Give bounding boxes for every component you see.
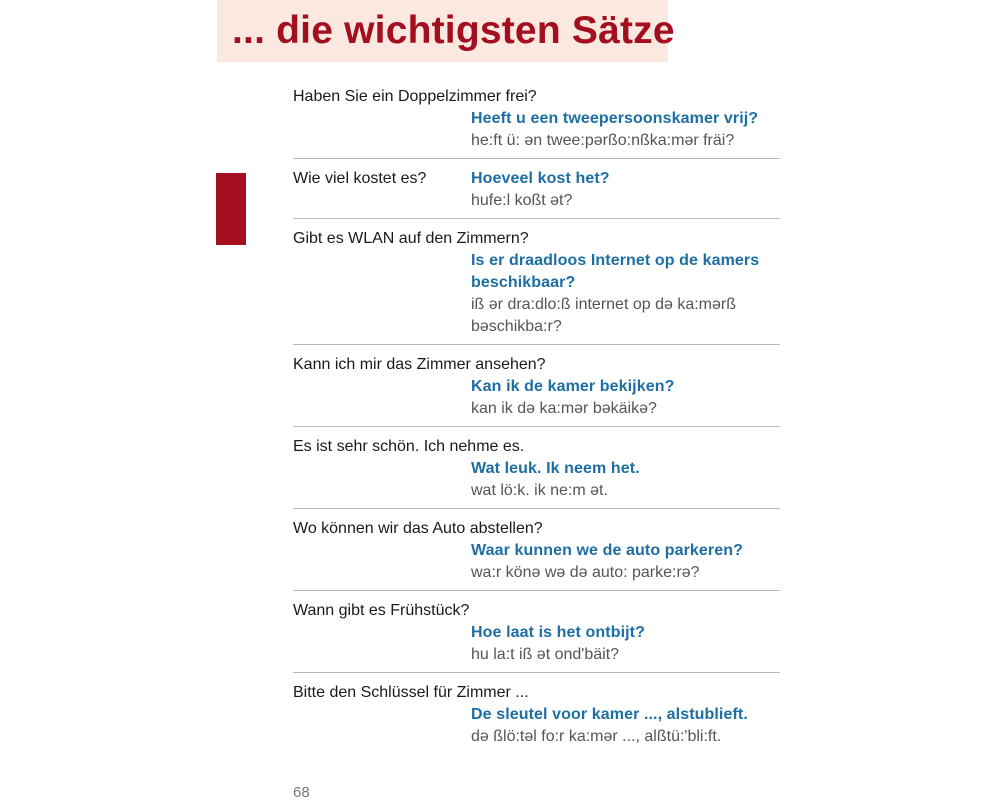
- german-phrase: Es ist sehr schön. Ich nehme es.: [293, 438, 525, 455]
- dutch-phrase: Heeft u een tweepersoonskamer vrij?: [471, 110, 759, 127]
- phrase-entry: [293, 600, 780, 666]
- divider: [293, 344, 780, 345]
- dutch-phrase: Hoe laat is het ontbijt?: [471, 624, 645, 641]
- phrase-entry: [293, 436, 780, 502]
- divider: [293, 218, 780, 219]
- divider: [293, 426, 780, 427]
- german-phrase: Gibt es WLAN auf den Zimmern?: [293, 230, 529, 247]
- phrase-entry: [293, 518, 780, 584]
- phrase-entry: [293, 354, 780, 420]
- phrase-entry: [293, 168, 780, 212]
- pronunciation: iß ər dra:dlo:ß internet op də ka:mərß: [471, 296, 736, 313]
- divider: [293, 672, 780, 673]
- dutch-phrase: Wat leuk. Ik neem het.: [471, 460, 640, 477]
- german-phrase: Kann ich mir das Zimmer ansehen?: [293, 356, 546, 373]
- chapter-marker: [216, 173, 246, 245]
- phrase-entry: [293, 228, 780, 338]
- dutch-phrase-continued: beschikbaar?: [471, 274, 576, 291]
- divider: [293, 590, 780, 591]
- phrase-entry: [293, 86, 780, 152]
- phrase-entry: [293, 682, 780, 748]
- dutch-phrase: Hoeveel kost het?: [471, 170, 610, 187]
- page-number: 68: [293, 784, 310, 801]
- pronunciation: kan ik də ka:mər bəkäikə?: [471, 400, 657, 417]
- dutch-phrase: Kan ik de kamer bekijken?: [471, 378, 675, 395]
- page-title: ... die wichtigsten Sätze: [232, 9, 675, 52]
- pronunciation: hu la:t iß ət ond'bäit?: [471, 646, 620, 663]
- dutch-phrase: De sleutel voor kamer ..., alstublieft.: [471, 706, 748, 723]
- pronunciation-continued: bəschikba:r?: [471, 318, 562, 335]
- divider: [293, 508, 780, 509]
- pronunciation: he:ft ü: ən twee:pərßo:nßka:mər fräi?: [471, 132, 735, 149]
- pronunciation: wat lö:k. ik ne:m ət.: [471, 482, 608, 499]
- phrase-list: [293, 86, 780, 748]
- pronunciation: wa:r könə wə də auto: parke:rə?: [471, 564, 700, 581]
- german-phrase: Wie viel kostet es?: [293, 170, 427, 187]
- german-phrase: Haben Sie ein Doppelzimmer frei?: [293, 88, 537, 105]
- pronunciation: də ßlö:təl fo:r ka:mər ..., alßtü:'bli:ft.: [471, 728, 722, 745]
- dutch-phrase: Is er draadloos Internet op de kamers: [471, 252, 760, 269]
- german-phrase: Bitte den Schlüssel für Zimmer ...: [293, 684, 529, 701]
- german-phrase: Wann gibt es Frühstück?: [293, 602, 470, 619]
- german-phrase: Wo können wir das Auto abstellen?: [293, 520, 543, 537]
- pronunciation: hufe:l koßt ət?: [471, 192, 573, 209]
- dutch-phrase: Waar kunnen we de auto parkeren?: [471, 542, 744, 559]
- divider: [293, 158, 780, 159]
